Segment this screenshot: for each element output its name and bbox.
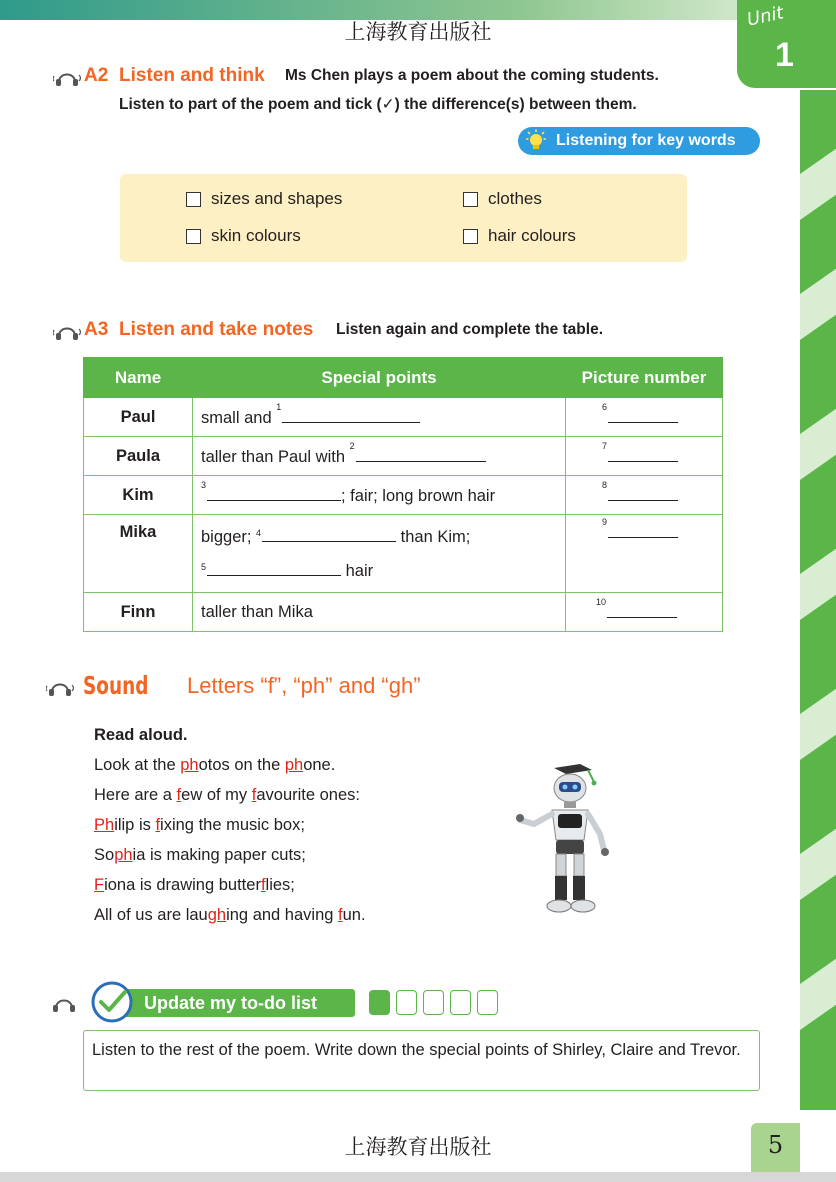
poem-line: Here are a few of my favourite ones: [94, 786, 360, 804]
choice-clothes[interactable]: clothes [463, 189, 542, 209]
answer-blank[interactable] [608, 521, 678, 538]
highlighted-letters: f [338, 906, 343, 924]
a2-title: Listen and think [119, 65, 265, 86]
side-stripe-band [800, 90, 836, 1110]
answer-blank[interactable] [608, 406, 678, 423]
table-row [84, 593, 723, 632]
a2-instruction-1: Ms Chen plays a poem about the coming students. [285, 67, 659, 84]
poem-line: Philip is fixing the music box; [94, 816, 305, 834]
table-row [84, 476, 723, 515]
row-points: bigger; $^4$ than Kim; $^5$ hair [193, 515, 566, 593]
answer-blank[interactable] [282, 406, 420, 423]
bottom-strip [0, 1172, 836, 1182]
row-picture: 6 [566, 398, 723, 437]
unit-label: Unit [745, 2, 786, 31]
a3-code: A3 [84, 319, 109, 340]
robot-illustration [512, 760, 622, 920]
answer-blank[interactable] [607, 601, 677, 618]
highlighted-letters: ph [284, 756, 304, 774]
answer-blank[interactable] [608, 445, 678, 462]
row-picture: 8 [566, 476, 723, 515]
highlighted-letters: f [260, 876, 266, 894]
progress-square [369, 990, 390, 1015]
headphones-icon[interactable] [50, 992, 80, 1014]
todo-title: Update my to-do list [144, 993, 318, 1013]
checkbox[interactable] [463, 192, 478, 207]
row-name: Finn [84, 593, 193, 632]
col-header-picture: Picture number [566, 358, 723, 398]
progress-square [396, 990, 417, 1015]
table-row [84, 437, 723, 476]
col-header-points: Special points [193, 358, 566, 398]
highlighted-letters: Ph [94, 816, 115, 834]
a2-instruction-2: Listen to part of the poem and tick (✓) the difference(s) between them. [119, 96, 637, 113]
table-row [84, 515, 723, 593]
headphones-icon[interactable] [53, 66, 83, 88]
a2-code: A2 [84, 65, 109, 86]
choice-skin-colours[interactable]: skin colours [186, 226, 301, 246]
answer-blank[interactable] [262, 525, 396, 542]
row-points: taller than Mika [193, 593, 566, 632]
publisher-header: 上海教育出版社 [344, 20, 492, 44]
choice-hair-colours[interactable]: hair colours [463, 226, 576, 246]
row-name: Paula [84, 437, 193, 476]
row-picture: 10 [566, 593, 723, 632]
lightbulb-icon [524, 129, 548, 153]
headphones-icon[interactable] [46, 676, 76, 698]
row-name: Kim [84, 476, 193, 515]
progress-square [423, 990, 444, 1015]
sound-subtitle: Letters “f”, “ph” and “gh” [187, 673, 421, 698]
highlighted-letters: gh [207, 906, 227, 924]
highlighted-letters: ph [180, 756, 199, 774]
page-number: 5 [751, 1123, 800, 1175]
row-points: taller than Paul with $^2$ [193, 437, 566, 476]
highlighted-letters: f [176, 786, 182, 804]
checkbox[interactable] [186, 192, 201, 207]
answer-blank[interactable] [356, 445, 486, 462]
highlighted-letters: F [94, 876, 105, 894]
answer-blank[interactable] [207, 484, 341, 501]
choice-sizes-shapes[interactable]: sizes and shapes [186, 189, 342, 209]
listening-tip-badge [518, 127, 760, 155]
row-picture: 9 [566, 515, 723, 593]
row-name: Mika [84, 515, 193, 593]
poem-line: Fiona is drawing butterflies; [94, 876, 295, 894]
progress-square [477, 990, 498, 1015]
row-points: $^3$; fair; long brown hair [193, 476, 566, 515]
progress-square [450, 990, 471, 1015]
row-points: small and $^1$ [193, 398, 566, 437]
headphones-icon[interactable] [53, 320, 83, 342]
notes-table [83, 357, 723, 632]
poem-line: Look at the photos on the phone. [94, 756, 336, 774]
todo-task-box: Listen to the rest of the poem. Write down the special points of Shirley, Claire and Trevor. [83, 1030, 760, 1091]
sound-title: Sound [83, 671, 149, 700]
a3-instruction: Listen again and complete the table. [336, 321, 603, 338]
col-header-name: Name [84, 358, 193, 398]
publisher-footer: 上海教育出版社 [344, 1135, 492, 1159]
table-row [84, 398, 723, 437]
checkbox[interactable] [463, 229, 478, 244]
table-header-row [84, 358, 723, 398]
row-picture: 7 [566, 437, 723, 476]
todo-title-bar [112, 989, 355, 1017]
poem-line: All of us are laughing and having fun. [94, 906, 366, 924]
checkmark-circle-icon [90, 980, 134, 1024]
highlighted-letters: ph [114, 846, 133, 864]
highlighted-letters: f [251, 786, 257, 804]
poem-line: Sophia is making paper cuts; [94, 846, 306, 864]
a3-title: Listen and take notes [119, 319, 314, 340]
checkbox[interactable] [186, 229, 201, 244]
answer-blank[interactable] [608, 484, 678, 501]
answer-blank[interactable] [207, 559, 341, 576]
row-name: Paul [84, 398, 193, 437]
read-aloud-label: Read aloud. [94, 726, 188, 744]
choices-panel [120, 174, 687, 262]
tip-label: Listening for key words [556, 132, 736, 149]
unit-number: 1 [775, 36, 794, 74]
highlighted-letters: f [155, 816, 161, 834]
